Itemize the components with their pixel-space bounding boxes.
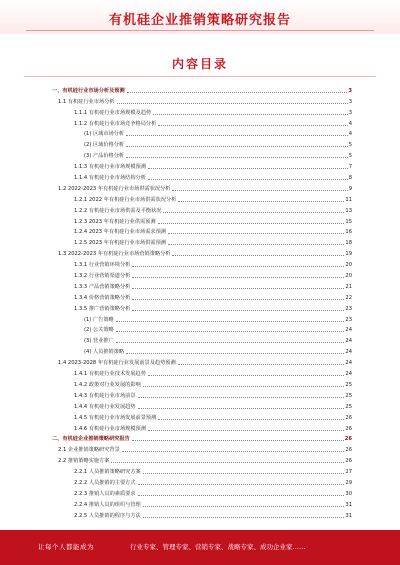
toc-entry-title: (3) 营业推广 [84,338,114,345]
toc-entry-page: 26 [345,458,352,465]
toc-leader-dots [148,168,348,169]
toc-entry-title: 1.3.3 产品营销策略分析 [74,283,131,290]
toc-leader-dots [132,310,344,311]
toc-entry-title: 1.1.2 有机硅行业市场竞争格局分析 [74,120,157,127]
toc-entry-title: 1.4.3 有机硅行业市场前景 [74,392,136,399]
toc-entry[interactable] [52,268,352,279]
toc-entry-page: 22 [345,294,352,301]
toc-entry-title: 二、有机硅企业推销策略研究报告 [52,436,130,443]
toc-entry-title: 2.2.5 人员推销的程序与方法 [74,512,141,519]
toc-entry[interactable] [52,203,352,214]
toc-entry-page: 9 [348,185,352,192]
toc-entry[interactable] [52,355,352,366]
toc-entry-title: 1.4.2 政策对行业发展的影响 [74,381,141,388]
toc-leader-dots [178,364,345,365]
toc-entry[interactable] [52,137,352,148]
toc-entry[interactable] [52,181,352,192]
toc-leader-dots [138,495,345,496]
toc-entry[interactable] [52,170,352,181]
toc-entry[interactable] [52,83,352,94]
toc-entry-title: 1.3.2 行业营销渠道分析 [74,273,131,280]
toc-entry[interactable] [52,333,352,344]
toc-entry-page: 24 [345,371,352,378]
toc-leader-dots [172,255,344,256]
toc-entry-title: 2.2.3 推销人员的素质要求 [74,490,136,497]
toc-leader-dots [158,419,344,420]
toc-entry-title: 2.2.2 人员推销的主要方式 [74,479,136,486]
toc-leader-dots [158,223,345,224]
toc-entry-page: 8 [348,175,352,182]
header-divider [26,30,374,31]
toc-leader-dots [138,397,345,398]
toc-entry-page: 24 [345,349,352,356]
toc-entry[interactable] [52,279,352,290]
toc-entry-page: 25 [345,381,352,388]
toc-entry-title: 2.2 推销策略实施方案 [58,458,110,465]
toc-entry-page: 3 [348,109,352,116]
toc-entry[interactable] [52,344,352,355]
toc-leader-dots [116,321,345,322]
toc-entry-page: 16 [345,229,352,236]
toc-entry-title: 一、有机硅行业市场分析及预测 [52,87,125,94]
toc-entry[interactable] [52,148,352,159]
toc-entry[interactable] [52,301,352,312]
toc-entry-page: 20 [345,262,352,269]
toc-entry[interactable] [52,366,352,377]
toc-leader-dots [132,288,344,289]
toc-leader-dots [126,135,348,136]
toc-entry-page: 4 [348,120,352,127]
toc-entry[interactable] [52,159,352,170]
toc-entry[interactable] [52,399,352,410]
toc-leader-dots [143,386,345,387]
toc-entry-page: 24 [345,360,352,367]
toc-entry-page: 4 [348,131,352,138]
toc-entry[interactable] [52,312,352,323]
toc-entry-page: 30 [345,490,352,497]
toc-entry-page: 23 [345,305,352,312]
toc-leader-dots [153,114,348,115]
toc-entry[interactable] [52,323,352,334]
toc-entry[interactable] [52,214,352,225]
toc-entry[interactable] [52,377,352,388]
toc-entry[interactable] [52,192,352,203]
toc-entry-title: 2.2.1 人员推销策略研究方案 [74,469,141,476]
toc-entry-title: (2) 区域价格分析 [84,142,125,149]
toc-entry-page: 29 [345,479,352,486]
toc-entry-page: 11 [345,196,352,203]
page-header [0,0,400,34]
toc-leader-dots [111,462,344,463]
toc-entry-title: 1.4.4 有机硅行业发展趋势 [74,403,136,410]
toc-entry[interactable] [52,475,352,486]
page-footer [0,530,400,565]
toc-entry-page: 26 [344,436,352,443]
toc-entry-page: 26 [345,425,352,432]
toc-entry-page: 23 [345,316,352,323]
toc-leader-dots [126,157,348,158]
toc-entry-title: 1.2.1 2022 年有机硅行业市场供需状况分析 [74,196,177,203]
toc-entry-title: 1.4.5 有机硅行业市场发展前景预测 [74,414,157,421]
table-of-contents [52,83,352,519]
toc-entry[interactable] [52,442,352,453]
toc-entry[interactable] [52,464,352,475]
toc-leader-dots [148,430,344,431]
toc-entry-title: 2.2.4 推销人员的组织与管理 [74,501,141,508]
toc-leader-dots [132,277,344,278]
toc-leader-dots [143,517,345,518]
report-title: 有机硅企业推销策略研究报告 [108,13,291,28]
toc-entry[interactable] [52,432,352,443]
toc-entry-page: 18 [345,240,352,247]
toc-divider [24,76,376,77]
toc-leader-dots [116,331,345,332]
toc-entry-page: 5 [348,142,352,149]
toc-leader-dots [138,484,345,485]
toc-leader-dots [138,408,345,409]
toc-entry-title: 1.2.3 2023 年有机硅行业供需预测 [74,218,156,225]
toc-entry[interactable] [52,94,352,105]
toc-entry-page: 15 [345,218,352,225]
toc-entry[interactable] [52,497,352,508]
footer-slogan: 让每个人都能成为 [38,543,94,551]
toc-entry[interactable] [52,246,352,257]
toc-leader-dots [163,212,344,213]
toc-entry[interactable] [52,290,352,301]
toc-title: 内容目录 [171,57,228,71]
toc-entry[interactable] [52,453,352,464]
toc-entry-page: 13 [345,207,352,214]
toc-entry[interactable] [52,116,352,127]
toc-entry-title: 1.1.3 有机硅行业市场规模预测 [74,164,146,171]
toc-entry-page: 25 [345,403,352,410]
toc-leader-dots [132,266,344,267]
toc-entry-title: (1) 广告策略 [84,316,114,323]
toc-entry-title: 2.1 企业推销策略研究背景 [58,447,120,454]
toc-entry[interactable] [52,410,352,421]
toc-entry-page: 24 [345,327,352,334]
toc-leader-dots [148,179,348,180]
toc-entry-page: 27 [345,469,352,476]
toc-entry-title: 1.2.5 2023 年有机硅行业市场供需预测 [74,240,166,247]
toc-entry-title: 1.2.4 2023 年有机硅行业市场需求预测 [74,229,166,236]
toc-entry[interactable] [52,388,352,399]
toc-leader-dots [117,103,348,104]
toc-entry-title: 1.3.5 推广营销策略分析 [74,305,131,312]
toc-entry-page: 31 [345,512,352,519]
toc-entry-title: (1) 区域市场分析 [84,131,125,138]
toc-entry-page: 25 [345,392,352,399]
toc-entry-title: 1.2.2 有机硅行业市场供需及平衡状况 [74,207,162,214]
toc-entry-title: (4) 人员推销策略 [84,349,125,356]
toc-entry-page: 20 [345,273,352,280]
toc-entry-title: 1.4.6 有机硅行业市场规模预测 [74,425,146,432]
toc-entry[interactable] [52,225,352,236]
toc-entry-page: 19 [345,251,352,258]
toc-leader-dots [168,244,344,245]
toc-entry-page: 31 [345,501,352,508]
toc-entry-page: 24 [345,338,352,345]
toc-leader-dots [126,353,344,354]
toc-leader-dots [132,299,344,300]
toc-entry[interactable] [52,105,352,116]
toc-leader-dots [127,92,348,93]
toc-entry-title: 1.4.1 有机硅行业技术发展趋势 [74,371,146,378]
toc-entry-title: (2) 公关策略 [84,327,114,334]
toc-leader-dots [148,375,344,376]
toc-entry-title: 1.3 2022-2023 年有机硅行业市场营销策略分析 [58,251,171,258]
toc-leader-dots [158,125,347,126]
toc-leader-dots [143,473,345,474]
toc-entry-page: 7 [348,164,352,171]
toc-entry-page: 3 [348,87,352,94]
toc-leader-dots [178,201,344,202]
toc-entry[interactable] [52,421,352,432]
toc-entry-page: 21 [345,283,352,290]
toc-entry[interactable] [52,486,352,497]
toc-leader-dots [122,451,345,452]
toc-entry-page: 26 [345,414,352,421]
toc-leader-dots [126,146,348,147]
toc-leader-dots [168,233,344,234]
toc-entry[interactable] [52,127,352,138]
toc-leader-dots [116,342,345,343]
toc-leader-dots [132,440,344,441]
toc-entry[interactable] [52,257,352,268]
toc-entry-title: 1.1.1 有机硅行业市场规模及趋势 [74,109,152,116]
toc-entry[interactable] [52,235,352,246]
toc-entry-title: 1.4 2023-2028 年有机硅行业发展前景及趋势预测 [58,360,176,367]
toc-entry[interactable] [52,508,352,519]
toc-leader-dots [172,190,347,191]
toc-entry-title: 1.3.4 价格营销策略分析 [74,294,131,301]
toc-entry-title: 1.3.1 行业营销环境分析 [74,262,131,269]
toc-entry-title: 1.1.4 有机硅行业市场结构分析 [74,175,146,182]
footer-tagline: 行业专家、管理专家、营销专家、战略专家、成功企业家…… [130,543,306,551]
toc-entry-page: 3 [348,98,352,105]
toc-entry-page: 26 [345,447,352,454]
toc-entry-page: 5 [348,153,352,160]
toc-leader-dots [143,506,345,507]
toc-entry-title: 1.2 2022-2023 年有机硅行业市场供需状况分析 [58,185,171,192]
toc-entry-title: 1.1 有机硅行业市场分析 [58,98,115,105]
toc-entry-title: (3) 产品价格分析 [84,153,125,160]
